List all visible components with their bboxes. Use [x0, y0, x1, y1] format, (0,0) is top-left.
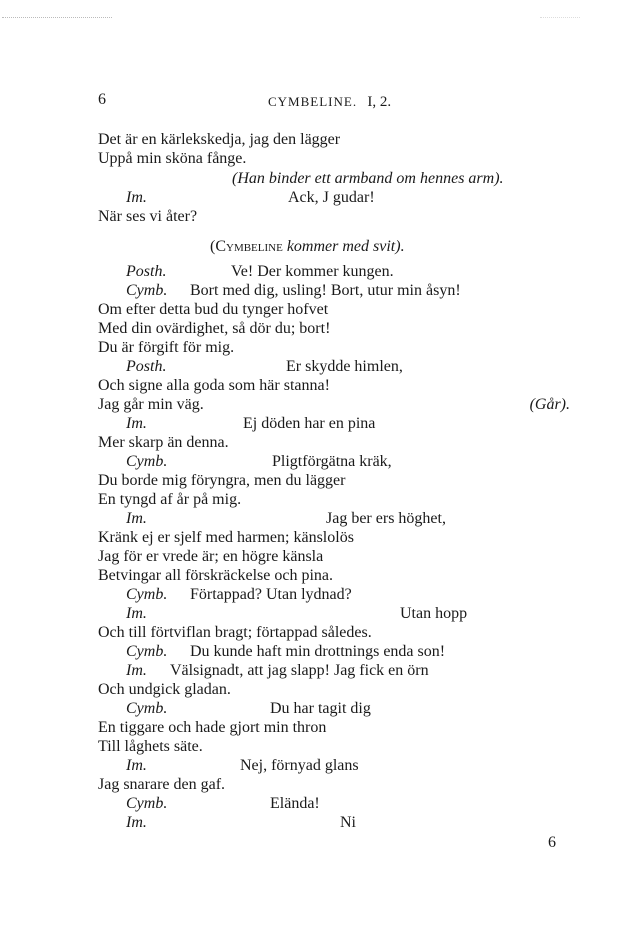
verse-line: Jag snarare den gaf. — [98, 776, 226, 793]
verse-line: Jag för er vrede är; en högre känsla — [98, 548, 324, 565]
line-text: Ve! Der kommer kungen. — [231, 263, 394, 280]
speaker-name: Im. — [126, 814, 147, 831]
speaker-name: Cymb. — [126, 700, 168, 717]
line-text: Ack, J gudar! — [288, 189, 375, 206]
verse-line: Du borde mig föryngra, men du lägger — [98, 472, 346, 489]
scan-artifact — [540, 17, 580, 19]
verse-line: En tiggare och hade gjort min thron — [98, 719, 327, 736]
speaker-name: Im. — [126, 415, 147, 432]
signature-mark: 6 — [548, 834, 556, 851]
running-title-text: CYMBELINE. — [268, 94, 358, 109]
line-text: Du har tagit dig — [270, 700, 371, 717]
speaker-name: Cymb. — [126, 586, 168, 603]
line-text: Du kunde haft min drottnings enda son! — [190, 643, 446, 660]
act-scene: I, 2. — [367, 94, 392, 110]
dialogue-line — [98, 395, 570, 414]
verse-line: Och signe alla goda som här stanna! — [98, 377, 330, 394]
verse-line: När ses vi åter? — [98, 208, 198, 225]
speaker-name: Im. — [126, 605, 147, 622]
speaker-name: Cymb. — [126, 643, 168, 660]
line-text: Er skydde himlen, — [286, 358, 403, 375]
line-text: Ej döden har en pina — [243, 415, 376, 432]
speaker-name: Im. — [126, 510, 147, 527]
stage-direction — [210, 237, 405, 256]
speaker-name: Im. — [126, 757, 147, 774]
line-text: Elända! — [270, 795, 320, 812]
stage-direction-aside: (Går). — [529, 396, 570, 413]
speaker-name: Cymb. — [126, 453, 168, 470]
line-text: Välsignadt, att jag slapp! Jag fick en örn — [170, 662, 429, 679]
speaker-name: Im. — [126, 189, 147, 206]
line-text: Jag ber ers höghet, — [326, 510, 446, 527]
line-text: Jag går min väg. — [98, 396, 204, 413]
line-text: Utan hopp — [400, 605, 468, 622]
verse-line: Och undgick gladan. — [98, 681, 231, 698]
verse-line: Uppå min sköna fånge. — [98, 150, 247, 167]
verse-line: Om efter detta bud du tynger hofvet — [98, 301, 329, 318]
verse-line: Du är förgift för mig. — [98, 339, 235, 356]
verse-line: Mer skarp än denna. — [98, 434, 229, 451]
verse-line: Betvingar all förskräckelse och pina. — [98, 567, 334, 584]
direction-character: Cymbeline — [215, 238, 283, 255]
verse-line: Det är en kärlekskedja, jag den lägger — [98, 131, 341, 148]
line-text: Bort med dig, usling! Bort, utur min åsyn! — [190, 282, 461, 299]
verse-line: Och till förtviflan bragt; förtappad således. — [98, 624, 372, 641]
line-text: Pligtförgätna kräk, — [272, 453, 392, 470]
speaker-name: Posth. — [126, 263, 167, 280]
speaker-name: Cymb. — [126, 282, 168, 299]
line-text: Nej, förnyad glans — [240, 757, 359, 774]
verse-line: Kränk ej er sjelf med harmen; känslolös — [98, 529, 354, 546]
verse-line: Med din ovärdighet, så dör du; bort! — [98, 320, 331, 337]
speaker-name: Posth. — [126, 358, 167, 375]
running-title — [268, 92, 391, 112]
line-text: Förtappad? Utan lydnad? — [190, 586, 352, 603]
direction-text: kommer med svit). — [286, 238, 405, 255]
line-text: Ni — [340, 814, 356, 831]
verse-line: En tyngd af år på mig. — [98, 491, 242, 508]
direction-paren: ( — [210, 238, 216, 255]
verse-line: Till låghets säte. — [98, 738, 203, 755]
speaker-name: Im. — [126, 662, 147, 679]
stage-direction: (Han binder ett armband om hennes arm). — [232, 170, 504, 187]
speaker-name: Cymb. — [126, 795, 168, 812]
page-number: 6 — [98, 91, 106, 108]
scan-artifact — [2, 17, 112, 19]
